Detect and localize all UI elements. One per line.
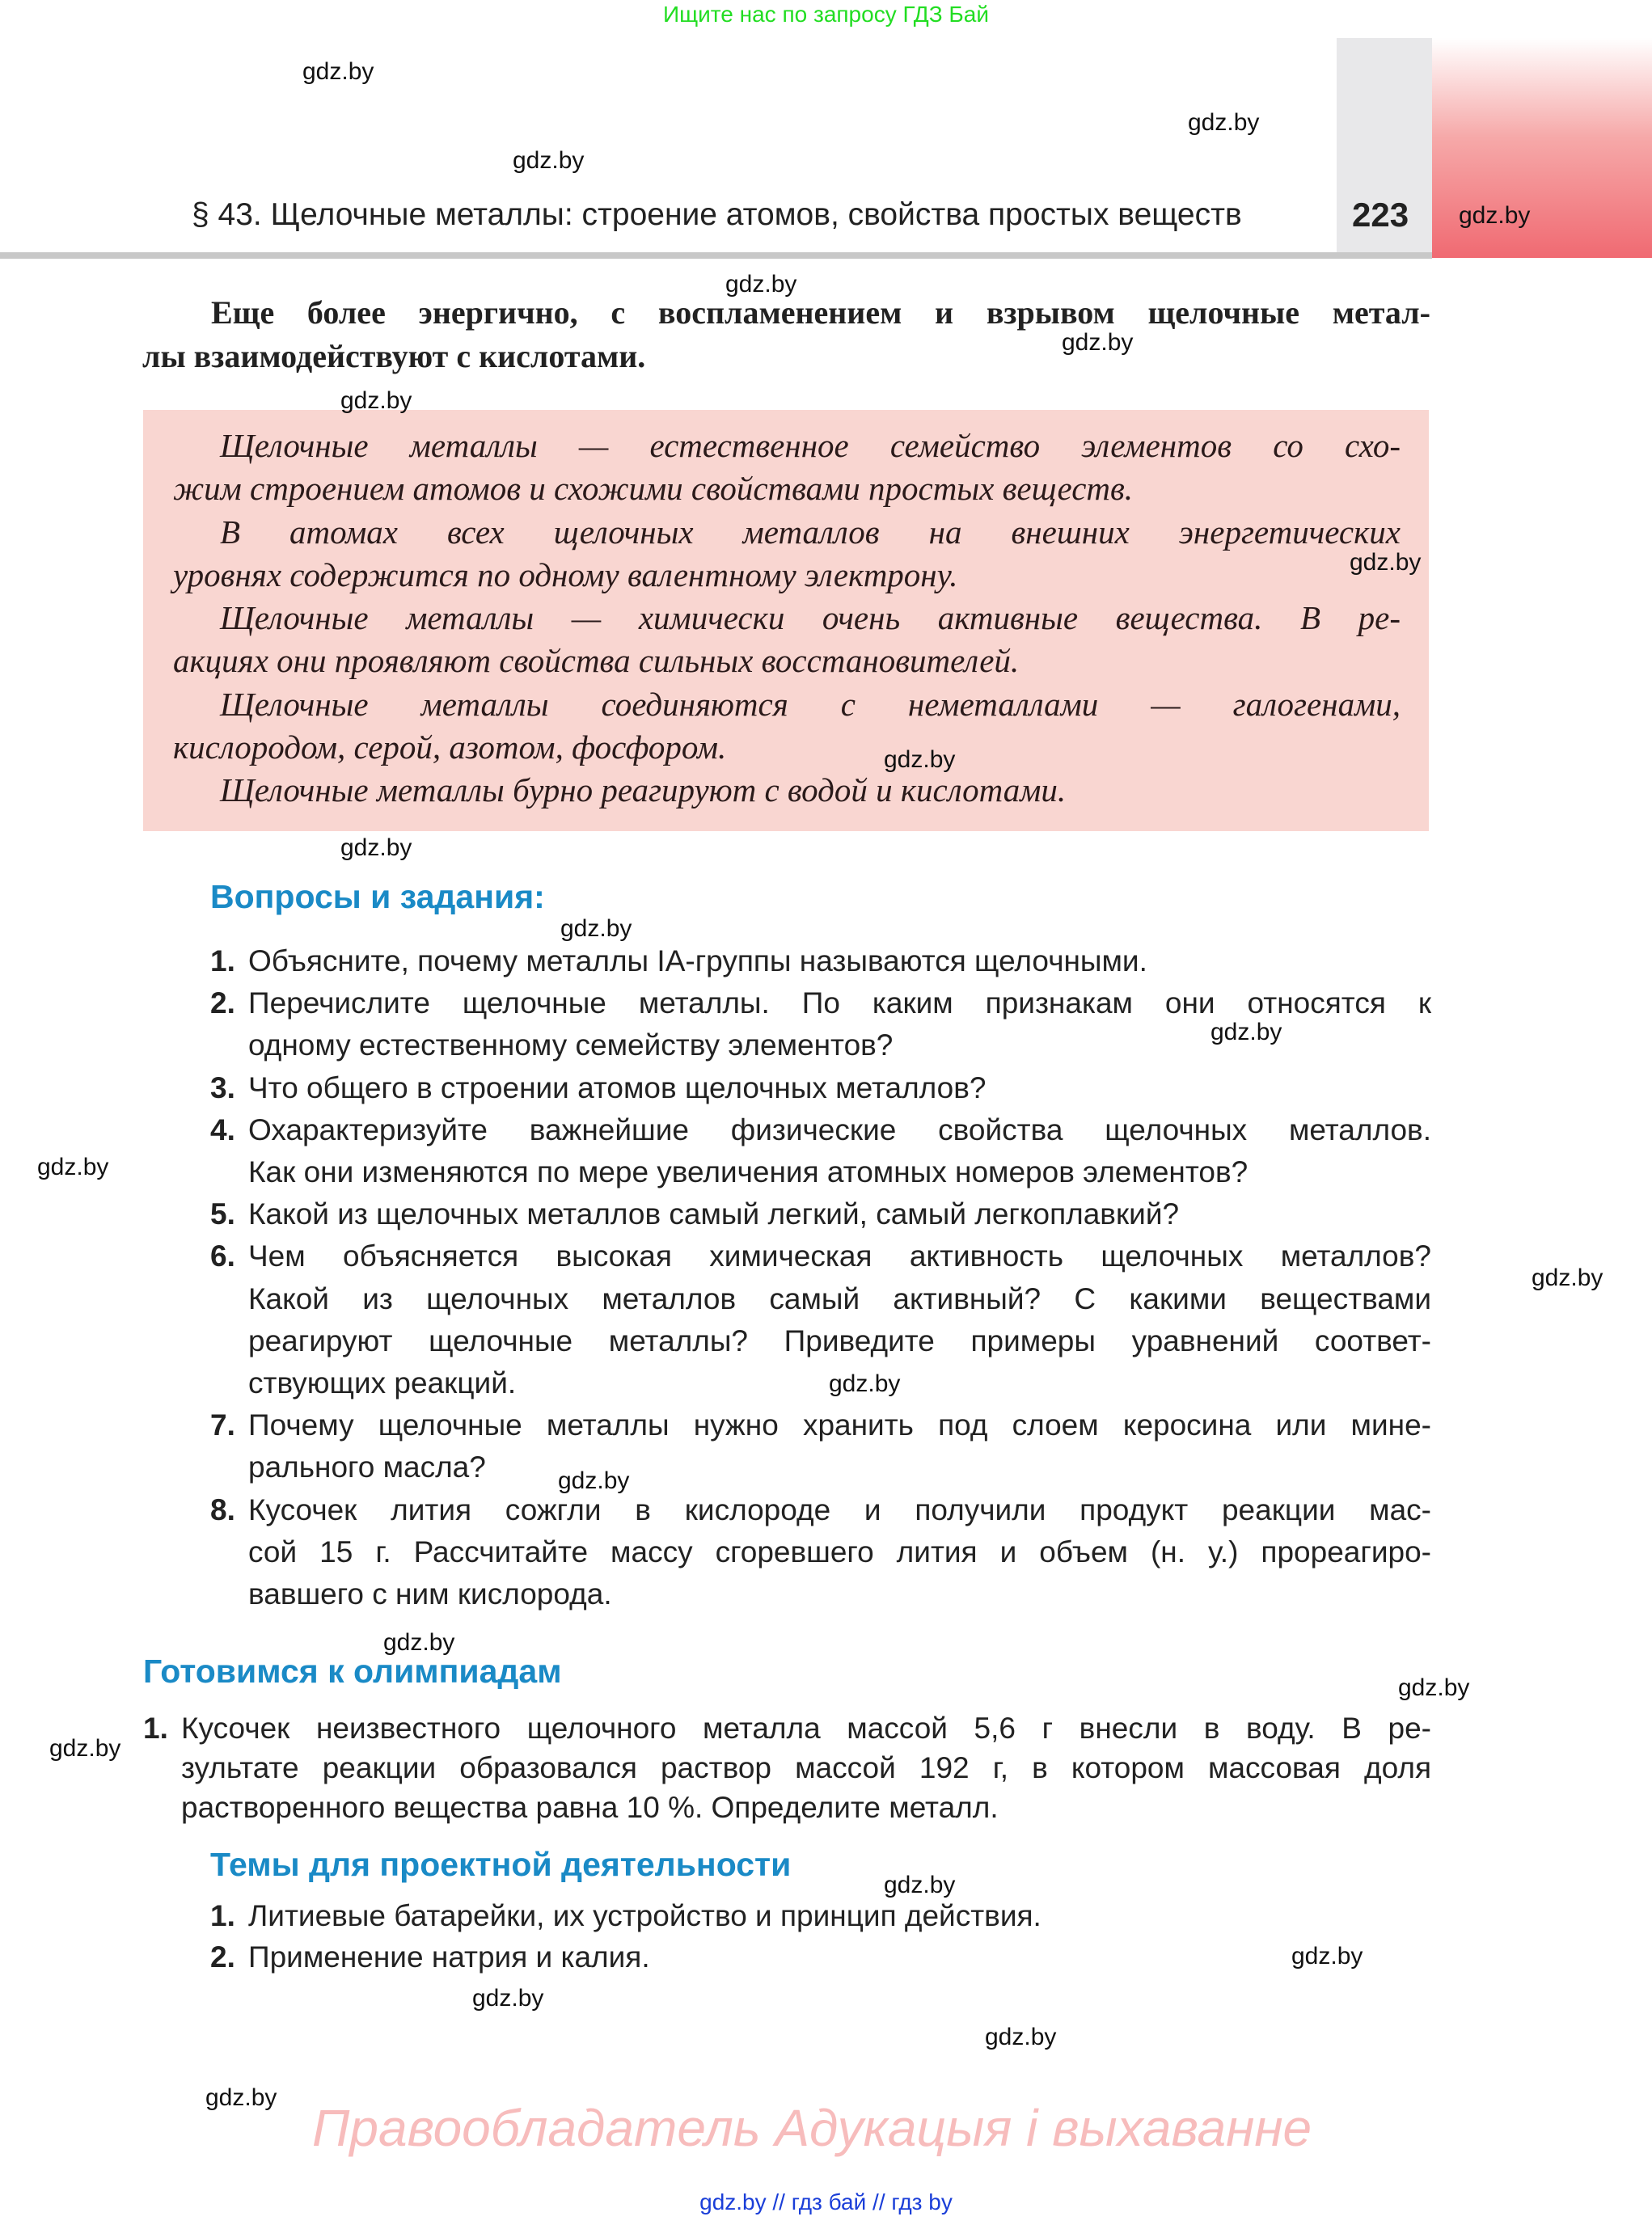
gdz-watermark: gdz.by: [560, 915, 632, 942]
gdz-watermark: gdz.by: [37, 1154, 109, 1180]
summary-line: Щелочные металлы — естественное семейство элементов со схо-: [220, 427, 1401, 464]
question-item: [210, 1067, 1431, 1109]
gdz-watermark: gdz.by: [1398, 1674, 1470, 1701]
olympiad-line: Кусочек неизвестного щелочного металла массой 5,6 г внесли в воду. В ре-: [181, 1712, 1431, 1745]
gdz-watermark: gdz.by: [1532, 1264, 1603, 1291]
summary-line: Щелочные металлы бурно реагируют с водой и кислотами.: [220, 771, 1067, 809]
question-line: ствующих реакций.: [248, 1366, 517, 1400]
gdz-watermark: gdz.by: [829, 1370, 901, 1397]
summary-line: акциях они проявляют свойства сильных восстановителей.: [173, 642, 1020, 680]
intro-line: лы взаимодействуют с кислотами.: [142, 338, 646, 374]
gdz-watermark: gdz.by: [340, 387, 412, 414]
questions-heading: Вопросы и задания:: [210, 878, 545, 915]
summary-line: В атомах всех щелочных металлов на внешних энергетических: [220, 513, 1401, 551]
olympiad-item: [143, 1708, 1431, 1827]
gdz-watermark: gdz.by: [1291, 1943, 1363, 1970]
question-text: [248, 1067, 1431, 1109]
gdz-watermark: gdz.by: [725, 271, 797, 298]
question-item: [210, 1489, 1431, 1616]
top-search-banner: Ищите нас по запросу ГДЗ Бай: [662, 2, 990, 27]
question-item: [210, 1235, 1431, 1404]
project-number: 2.: [210, 1940, 235, 1974]
question-number: 3.: [210, 1070, 235, 1104]
question-item: [210, 940, 1431, 982]
gdz-watermark: gdz.by: [205, 2084, 277, 2111]
summary-line: жим строением атомов и схожими свойствами простых веществ.: [173, 470, 1134, 508]
question-line: Перечислите щелочные металлы. По каким признакам они относятся к: [248, 986, 1431, 1020]
summary-text: [173, 424, 1401, 813]
summary-line: уровнях содержится по одному валентному электрону.: [173, 555, 958, 593]
gdz-watermark: gdz.by: [884, 746, 956, 773]
question-line: Чем объясняется высокая химическая активность щелочных металлов?: [248, 1239, 1431, 1273]
running-header-title: § 43. Щелочные металлы: строение атомов, свойства простых веществ: [192, 197, 1242, 232]
gdz-watermark: gdz.by: [884, 1872, 956, 1898]
question-line: Кусочек лития сожгли в кислороде и получили продукт реакции мас-: [248, 1492, 1431, 1526]
question-item: [210, 1109, 1431, 1193]
projects-list: [210, 1895, 1261, 1978]
question-number: 4.: [210, 1112, 235, 1146]
question-number: 8.: [210, 1492, 235, 1526]
question-line: одному естественному семейству элементов?: [248, 1028, 894, 1062]
gdz-watermark: gdz.by: [558, 1467, 630, 1494]
gdz-watermark: gdz.by: [340, 834, 412, 861]
gdz-watermark: gdz.by: [1459, 202, 1531, 229]
question-line: сой 15 г. Рассчитайте массу сгоревшего лития и объем (н. у.) прореагиро-: [248, 1535, 1431, 1568]
projects-heading: Темы для проектной деятельности: [210, 1846, 792, 1883]
project-item: [210, 1895, 1261, 1936]
question-text: [248, 1193, 1431, 1235]
summary-line: Щелочные металлы соединяются с неметаллами — галогенами,: [220, 685, 1401, 723]
olympiad-list: [143, 1708, 1431, 1827]
intro-line: Еще более энергично, с воспламенением и взрывом щелочные метал-: [211, 294, 1430, 331]
gdz-watermark: gdz.by: [302, 58, 374, 85]
project-text: [248, 1936, 1261, 1978]
gdz-watermark: gdz.by: [49, 1735, 121, 1762]
question-number: 1.: [210, 944, 235, 977]
gdz-watermark: gdz.by: [1210, 1019, 1282, 1045]
gdz-watermark: gdz.by: [383, 1629, 455, 1656]
olympiad-line: зультате реакции образовался раствор массой 192 г, в котором массовая доля: [181, 1751, 1431, 1784]
question-line: Какой из щелочных металлов самый легкий, самый легкоплавкий?: [248, 1197, 1180, 1231]
question-number: 2.: [210, 986, 235, 1020]
question-number: 6.: [210, 1239, 235, 1273]
project-line: Применение натрия и калия.: [248, 1940, 650, 1974]
project-line: Литиевые батарейки, их устройство и принцип действия.: [248, 1899, 1041, 1932]
question-line: Как они изменяются по мере увеличения атомных номеров элементов?: [248, 1155, 1249, 1189]
gdz-watermark: gdz.by: [1350, 549, 1422, 576]
question-line: Что общего в строении атомов щелочных металлов?: [248, 1070, 987, 1104]
gdz-watermark: gdz.by: [513, 147, 585, 174]
question-text: [248, 1404, 1431, 1488]
copyright-watermark: Правообладатель Адукацыя і выхаванне: [312, 2099, 1312, 2157]
question-item: [210, 1404, 1431, 1488]
question-item: [210, 1193, 1431, 1235]
question-number: 7.: [210, 1408, 235, 1442]
gdz-watermark: gdz.by: [985, 2024, 1057, 2050]
gdz-watermark: gdz.by: [1062, 329, 1134, 356]
question-text: [248, 1489, 1431, 1616]
question-line: реагируют щелочные металлы? Приведите примеры уравнений соответ-: [248, 1324, 1431, 1357]
olympiad-text: [181, 1708, 1431, 1827]
intro-paragraph: [142, 291, 1430, 378]
summary-line: кислородом, серой, азотом, фосфором.: [173, 728, 727, 766]
question-line: вавшего с ним кислорода.: [248, 1577, 612, 1611]
question-line: Охарактеризуйте важнейшие физические свойства щелочных металлов.: [248, 1112, 1431, 1146]
project-number: 1.: [210, 1899, 235, 1932]
project-item: [210, 1936, 1261, 1978]
question-text: [248, 1109, 1431, 1193]
question-text: [248, 940, 1431, 982]
olympiad-number: 1.: [143, 1712, 168, 1745]
olympiad-heading: Готовимся к олимпиадам: [143, 1653, 562, 1690]
gdz-watermark: gdz.by: [1188, 109, 1260, 136]
question-line: рального масла?: [248, 1450, 486, 1484]
page-number: 223: [1352, 196, 1409, 234]
bottom-links[interactable]: gdz.by // гдз бай // гдз by: [699, 2189, 953, 2214]
project-text: [248, 1895, 1261, 1936]
question-line: Объясните, почему металлы IA-группы называются щелочными.: [248, 944, 1147, 977]
olympiad-line: растворенного вещества равна 10 %. Определите металл.: [181, 1791, 999, 1824]
question-number: 5.: [210, 1197, 235, 1231]
question-line: Почему щелочные металлы нужно хранить под слоем керосина или мине-: [248, 1408, 1431, 1442]
gdz-watermark: gdz.by: [472, 1985, 544, 2012]
header-divider: [0, 252, 1432, 259]
summary-line: Щелочные металлы — химически очень активные вещества. В ре-: [220, 599, 1401, 637]
question-line: Какой из щелочных металлов самый активный? С какими веществами: [248, 1281, 1431, 1315]
